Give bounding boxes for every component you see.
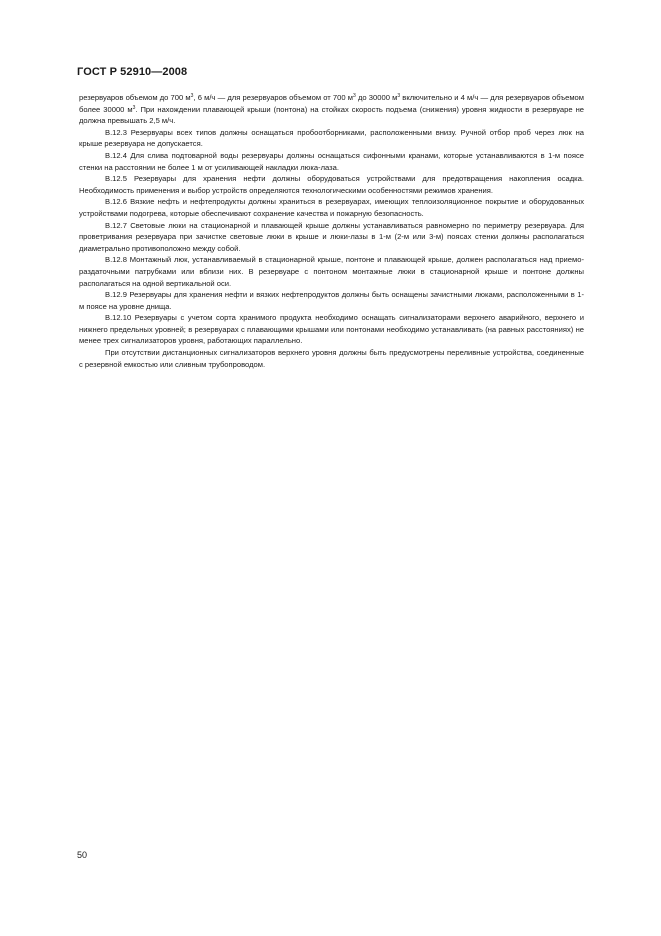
document-body	[79, 92, 584, 370]
clause-b12-8: В.12.8 Монтажный люк, устанавливаемый в стационарной крыше, понтоне и плавающей крыше, должен располагаться над приемо-раздаточными патрубками или вблизи них. В резервуаре с понтоном монтажные люки в стационарной крыше и понтоне должны располагаться на одной вертикальной оси.	[79, 255, 584, 288]
superscript: 3	[397, 93, 401, 99]
clause-b12-3: В.12.3 Резервуары всех типов должны оснащаться пробоотборниками, расположенными внизу. Ручной отбор проб через люк на крыше резервуара не допускается.	[79, 127, 584, 149]
final-paragraph: При отсутствии дистанционных сигнализаторов верхнего уровня должны быть предусмотрены переливные устройства, соединенные с резервной емкостью или сливным трубопроводом.	[79, 348, 584, 369]
clause-b12-4: В.12.4 Для слива подтоварной воды резервуары должны оснащаться сифонными кранами, которые устанавливаются в 1-м поясе стенки на расстоянии не более 1 м от усиливающей накладки люка-лаза.	[79, 150, 584, 172]
clause-b12-6: В.12.6 Вязкие нефть и нефтепродукты должны храниться в резервуарах, имеющих теплоизоляционное покрытие и оборудованных устройствами подогрева, которые обеспечивают сохранение качества и пожарную безопасность.	[79, 197, 584, 218]
superscript: 3	[190, 93, 194, 99]
superscript: 3	[132, 104, 136, 111]
clause-b12-5: В.12.5 Резервуары для хранения нефти должны оборудоваться устройствами для предотвращения накопления осадка. Необходимость применения и выбор устройств определяются технологическими особенностями режимов хранения.	[79, 174, 584, 195]
clause-b12-7: В.12.7 Световые люки на стационарной и плавающей крыше должны устанавливаться равномерно по периметру резервуара. Для проветривания резервуара при зачистке световые люки в крыше и люки-лазы в 1-м (2-м или 3-м) поясах стенки должны располагаться диаметрально противоположно между собой.	[79, 220, 584, 253]
document-title: ГОСТ Р 52910—2008	[77, 66, 188, 78]
continuation-paragraph: резервуаров объемом до 700 $м^3$, 6 м/ч — для резервуаров объемом от 700 $м^3$ до 30000 $м^3$ включительно и 4 м/ч — для резервуаров объемом более 30000 $м^3$. При нахождении плавающей крыши (понтона) на стойках скорость подъема (снижения) уровня жидкости в резервуаре не должна превышать 2,5 м/ч.	[79, 93, 584, 126]
clause-b12-9: В.12.9 Резервуары для хранения нефти и вязких нефтепродуктов должны быть оснащены зачистными люками, расположенными в 1-м поясе на уровне днища.	[79, 290, 584, 311]
page-number: 50	[77, 850, 88, 860]
clause-b12-10: В.12.10 Резервуары с учетом сорта хранимого продукта необходимо оснащать сигнализаторами верхнего аварийного, верхнего и нижнего предельных уровней; в резервуарах с плавающими крышами или понтонами необходимо устанавливать (на равных расстояниях) не менее трех сигнализаторов уровня, работающих параллельно.	[79, 313, 584, 346]
superscript: 3	[353, 93, 356, 99]
